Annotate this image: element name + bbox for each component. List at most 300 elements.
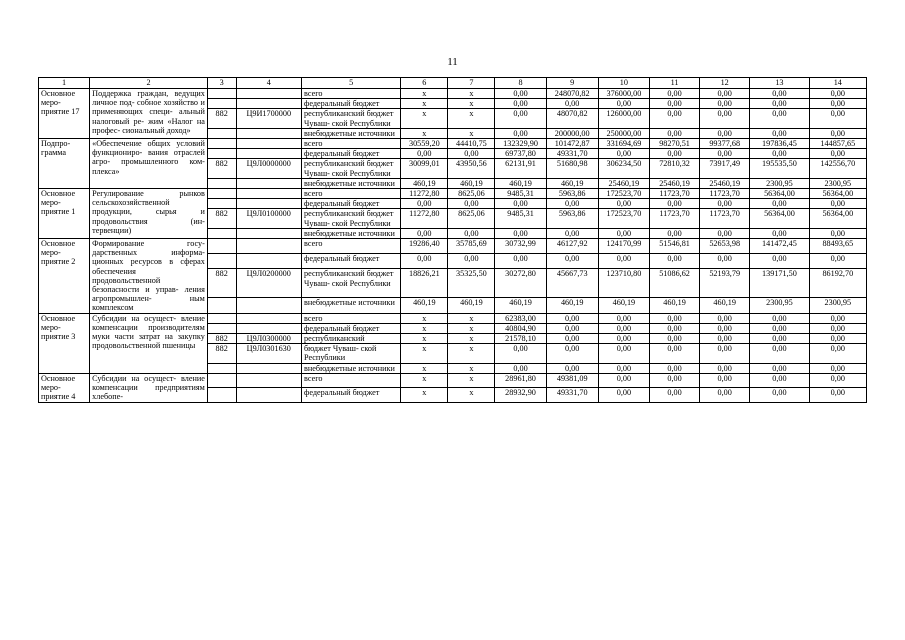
grbs-code bbox=[207, 388, 236, 402]
funding-source: республиканский бюджет Чуваш- ской Республики bbox=[302, 109, 401, 128]
funding-source: всего bbox=[302, 89, 401, 99]
grbs-code: 882 bbox=[207, 159, 236, 178]
amount-cell: 0,00 bbox=[750, 128, 809, 138]
amount-cell: 0,00 bbox=[598, 323, 649, 333]
amount-cell: 0,00 bbox=[809, 149, 866, 159]
amount-cell: 250000,00 bbox=[598, 128, 649, 138]
amount-cell: 21578,10 bbox=[495, 334, 546, 344]
column-number: 7 bbox=[448, 78, 495, 89]
amount-cell: 52653,98 bbox=[700, 239, 750, 254]
page-number: 11 bbox=[447, 56, 458, 68]
amount-cell: 25460,19 bbox=[649, 178, 699, 188]
amount-cell: 0,00 bbox=[649, 363, 699, 373]
amount-cell: 306234,50 bbox=[598, 159, 649, 178]
amount-cell: 132329,90 bbox=[495, 139, 546, 149]
amount-cell: 0,00 bbox=[809, 344, 866, 363]
amount-cell: 0,00 bbox=[495, 344, 546, 363]
amount-cell: 0,00 bbox=[750, 99, 809, 109]
amount-cell: 0,00 bbox=[598, 99, 649, 109]
amount-cell: 331694,69 bbox=[598, 139, 649, 149]
amount-cell: 460,19 bbox=[649, 298, 699, 313]
amount-cell: 30732,99 bbox=[495, 239, 546, 254]
amount-cell: 0,00 bbox=[750, 228, 809, 238]
grbs-code bbox=[207, 178, 236, 188]
amount-cell: x bbox=[448, 344, 495, 363]
budget-classification-code: Ц9Л0100000 bbox=[236, 209, 302, 228]
amount-cell: x bbox=[448, 363, 495, 373]
amount-cell: 49331,70 bbox=[546, 388, 598, 402]
amount-cell: 0,00 bbox=[809, 373, 866, 387]
amount-cell: 124170,99 bbox=[598, 239, 649, 254]
grbs-code bbox=[207, 99, 236, 109]
funding-source: федеральный бюджет bbox=[302, 323, 401, 333]
budget-classification-code bbox=[236, 139, 302, 149]
column-number: 3 bbox=[207, 78, 236, 89]
column-number: 9 bbox=[546, 78, 598, 89]
table-row bbox=[39, 189, 867, 199]
amount-cell: 2300,95 bbox=[750, 178, 809, 188]
amount-cell: 460,19 bbox=[448, 178, 495, 188]
amount-cell: 0,00 bbox=[750, 344, 809, 363]
amount-cell: 0,00 bbox=[598, 199, 649, 209]
amount-cell: x bbox=[448, 89, 495, 99]
budget-classification-code bbox=[236, 189, 302, 199]
amount-cell: 56364,00 bbox=[809, 209, 866, 228]
budget-classification-code: Ц9Л0301630 bbox=[236, 344, 302, 363]
grbs-code: 882 bbox=[207, 109, 236, 128]
amount-cell: 0,00 bbox=[649, 254, 699, 269]
budget-classification-code bbox=[236, 149, 302, 159]
amount-cell: 0,00 bbox=[700, 254, 750, 269]
amount-cell: 0,00 bbox=[495, 228, 546, 238]
funding-source: внебюджетные источники bbox=[302, 228, 401, 238]
amount-cell: 139171,50 bbox=[750, 269, 809, 298]
amount-cell: 0,00 bbox=[809, 89, 866, 99]
amount-cell: 62383,00 bbox=[495, 313, 546, 323]
funding-source: федеральный бюджет bbox=[302, 149, 401, 159]
amount-cell: 0,00 bbox=[546, 228, 598, 238]
amount-cell: 0,00 bbox=[598, 334, 649, 344]
grbs-code bbox=[207, 139, 236, 149]
amount-cell: 0,00 bbox=[598, 388, 649, 402]
amount-cell: 98270,51 bbox=[649, 139, 699, 149]
amount-cell: 0,00 bbox=[401, 199, 448, 209]
amount-cell: 30559,20 bbox=[401, 139, 448, 149]
grbs-code bbox=[207, 149, 236, 159]
amount-cell: 172523,70 bbox=[598, 209, 649, 228]
amount-cell: 0,00 bbox=[700, 199, 750, 209]
column-number: 11 bbox=[649, 78, 699, 89]
amount-cell: 0,00 bbox=[546, 313, 598, 323]
amount-cell: x bbox=[448, 109, 495, 128]
amount-cell: 123710,80 bbox=[598, 269, 649, 298]
table-row bbox=[39, 139, 867, 149]
table-row bbox=[39, 373, 867, 387]
amount-cell: 46127,92 bbox=[546, 239, 598, 254]
amount-cell: 460,19 bbox=[401, 178, 448, 188]
amount-cell: 0,00 bbox=[448, 228, 495, 238]
grbs-code bbox=[207, 298, 236, 313]
amount-cell: x bbox=[401, 334, 448, 344]
amount-cell: 30272,80 bbox=[495, 269, 546, 298]
budget-classification-code bbox=[236, 254, 302, 269]
amount-cell: 460,19 bbox=[546, 298, 598, 313]
amount-cell: 0,00 bbox=[809, 388, 866, 402]
funding-source: бюджет Чуваш- ской Республики bbox=[302, 344, 401, 363]
amount-cell: 35785,69 bbox=[448, 239, 495, 254]
amount-cell: 460,19 bbox=[495, 178, 546, 188]
grbs-code bbox=[207, 128, 236, 138]
amount-cell: 0,00 bbox=[649, 313, 699, 323]
amount-cell: 0,00 bbox=[495, 363, 546, 373]
amount-cell: 101472,87 bbox=[546, 139, 598, 149]
amount-cell: 51546,81 bbox=[649, 239, 699, 254]
funding-source: внебюджетные источники bbox=[302, 128, 401, 138]
amount-cell: 0,00 bbox=[750, 313, 809, 323]
amount-cell: 0,00 bbox=[649, 344, 699, 363]
program-title: Субсидии на осущест- вление компенсации предприятиям хлебопе- bbox=[90, 373, 208, 402]
funding-source: внебюджетные источники bbox=[302, 298, 401, 313]
amount-cell: x bbox=[448, 128, 495, 138]
amount-cell: 0,00 bbox=[495, 89, 546, 99]
amount-cell: 0,00 bbox=[495, 109, 546, 128]
amount-cell: 19286,40 bbox=[401, 239, 448, 254]
funding-source: всего bbox=[302, 189, 401, 199]
amount-cell: 9485,31 bbox=[495, 189, 546, 199]
amount-cell: 0,00 bbox=[598, 228, 649, 238]
amount-cell: 0,00 bbox=[598, 149, 649, 159]
amount-cell: x bbox=[401, 373, 448, 387]
amount-cell: 200000,00 bbox=[546, 128, 598, 138]
amount-cell: 0,00 bbox=[546, 363, 598, 373]
program-title: Регулирование рынков сельскохозяйственной продукции, сырья и продовольствия (ин- тервенции) bbox=[90, 189, 208, 239]
amount-cell: 18826,21 bbox=[401, 269, 448, 298]
amount-cell: 8625,06 bbox=[448, 209, 495, 228]
grbs-code bbox=[207, 228, 236, 238]
amount-cell: 99377,68 bbox=[700, 139, 750, 149]
funding-source: внебюджетные источники bbox=[302, 363, 401, 373]
amount-cell: 9485,31 bbox=[495, 209, 546, 228]
amount-cell: 56364,00 bbox=[750, 189, 809, 199]
column-number: 10 bbox=[598, 78, 649, 89]
amount-cell: 0,00 bbox=[750, 363, 809, 373]
program-title: «Обеспечение общих условий функциониро- вания отраслей агро- промышленного ком- плекса» bbox=[90, 139, 208, 189]
amount-cell: x bbox=[401, 363, 448, 373]
amount-cell: 11723,70 bbox=[649, 189, 699, 199]
grbs-code bbox=[207, 254, 236, 269]
amount-cell: 0,00 bbox=[750, 373, 809, 387]
grbs-code bbox=[207, 313, 236, 323]
amount-cell: 0,00 bbox=[448, 254, 495, 269]
budget-classification-code bbox=[236, 199, 302, 209]
amount-cell: 0,00 bbox=[649, 149, 699, 159]
amount-cell: 0,00 bbox=[809, 109, 866, 128]
amount-cell: 0,00 bbox=[750, 323, 809, 333]
amount-cell: 86192,70 bbox=[809, 269, 866, 298]
amount-cell: 62131,91 bbox=[495, 159, 546, 178]
program-kind: Основное меро- приятие 17 bbox=[39, 89, 90, 139]
amount-cell: 28932,90 bbox=[495, 388, 546, 402]
amount-cell: 0,00 bbox=[809, 323, 866, 333]
amount-cell: 460,19 bbox=[546, 178, 598, 188]
column-number: 2 bbox=[90, 78, 208, 89]
budget-classification-code: Ц9И1700000 bbox=[236, 109, 302, 128]
column-number: 5 bbox=[302, 78, 401, 89]
amount-cell: 0,00 bbox=[700, 344, 750, 363]
amount-cell: 48070,82 bbox=[546, 109, 598, 128]
amount-cell: 460,19 bbox=[448, 298, 495, 313]
amount-cell: 0,00 bbox=[495, 199, 546, 209]
table-row bbox=[39, 89, 867, 99]
budget-classification-code bbox=[236, 373, 302, 387]
grbs-code: 882 bbox=[207, 269, 236, 298]
funding-source: республиканский бюджет Чуваш- ской Республики bbox=[302, 209, 401, 228]
amount-cell: 69737,80 bbox=[495, 149, 546, 159]
amount-cell: 144857,65 bbox=[809, 139, 866, 149]
amount-cell: 35325,50 bbox=[448, 269, 495, 298]
budget-classification-code bbox=[236, 323, 302, 333]
table-row bbox=[39, 239, 867, 254]
amount-cell: 0,00 bbox=[809, 199, 866, 209]
budget-classification-code: Ц9Л0000000 bbox=[236, 159, 302, 178]
grbs-code: 882 bbox=[207, 334, 236, 344]
amount-cell: 0,00 bbox=[598, 254, 649, 269]
amount-cell: x bbox=[401, 109, 448, 128]
amount-cell: 45667,73 bbox=[546, 269, 598, 298]
amount-cell: 0,00 bbox=[401, 149, 448, 159]
program-kind: Основное меро- приятие 2 bbox=[39, 239, 90, 314]
program-title: Субсидии на осущест- вление компенсации производителям муки части затрат на закупку продовольственной пшеницы bbox=[90, 313, 208, 373]
grbs-code bbox=[207, 239, 236, 254]
amount-cell: 0,00 bbox=[809, 254, 866, 269]
amount-cell: 126000,00 bbox=[598, 109, 649, 128]
amount-cell: 11723,70 bbox=[700, 189, 750, 199]
grbs-code bbox=[207, 363, 236, 373]
amount-cell: x bbox=[448, 323, 495, 333]
amount-cell: 0,00 bbox=[401, 254, 448, 269]
amount-cell: x bbox=[401, 99, 448, 109]
grbs-code bbox=[207, 199, 236, 209]
amount-cell: 11723,70 bbox=[649, 209, 699, 228]
budget-classification-code bbox=[236, 99, 302, 109]
amount-cell: x bbox=[401, 128, 448, 138]
budget-classification-code bbox=[236, 178, 302, 188]
amount-cell: 0,00 bbox=[750, 388, 809, 402]
amount-cell: 11272,80 bbox=[401, 209, 448, 228]
amount-cell: 248070,82 bbox=[546, 89, 598, 99]
column-number: 12 bbox=[700, 78, 750, 89]
funding-source: республиканский bbox=[302, 334, 401, 344]
amount-cell: 197836,45 bbox=[750, 139, 809, 149]
amount-cell: 0,00 bbox=[448, 199, 495, 209]
amount-cell: 0,00 bbox=[649, 109, 699, 128]
amount-cell: 0,00 bbox=[598, 363, 649, 373]
amount-cell: 51680,98 bbox=[546, 159, 598, 178]
amount-cell: 0,00 bbox=[546, 344, 598, 363]
amount-cell: x bbox=[448, 388, 495, 402]
column-number-row bbox=[39, 78, 867, 89]
funding-source: федеральный бюджет bbox=[302, 254, 401, 269]
amount-cell: 72810,32 bbox=[649, 159, 699, 178]
amount-cell: 0,00 bbox=[809, 228, 866, 238]
program-kind: Основное меро- приятие 4 bbox=[39, 373, 90, 402]
amount-cell: x bbox=[401, 313, 448, 323]
amount-cell: 0,00 bbox=[546, 99, 598, 109]
funding-source: всего bbox=[302, 139, 401, 149]
amount-cell: 0,00 bbox=[401, 228, 448, 238]
amount-cell: 88493,65 bbox=[809, 239, 866, 254]
amount-cell: 0,00 bbox=[809, 128, 866, 138]
amount-cell: 0,00 bbox=[750, 109, 809, 128]
amount-cell: 142556,70 bbox=[809, 159, 866, 178]
program-kind: Основное меро- приятие 3 bbox=[39, 313, 90, 373]
amount-cell: 56364,00 bbox=[809, 189, 866, 199]
amount-cell: 0,00 bbox=[598, 373, 649, 387]
funding-source: федеральный бюджет bbox=[302, 99, 401, 109]
amount-cell: x bbox=[401, 323, 448, 333]
program-title: Поддержка граждан, ведущих личное под- собное хозяйство и применяющих специ- альный налоговый ре- жим «Налог на профес- сиональный доход» bbox=[90, 89, 208, 139]
amount-cell: 0,00 bbox=[649, 323, 699, 333]
budget-classification-code bbox=[236, 388, 302, 402]
amount-cell: 0,00 bbox=[598, 313, 649, 323]
amount-cell: 5963,86 bbox=[546, 189, 598, 199]
funding-source: всего bbox=[302, 313, 401, 323]
grbs-code: 882 bbox=[207, 209, 236, 228]
grbs-code: 882 bbox=[207, 344, 236, 363]
amount-cell: 0,00 bbox=[700, 128, 750, 138]
table-row bbox=[39, 313, 867, 323]
amount-cell: 0,00 bbox=[809, 363, 866, 373]
funding-source: всего bbox=[302, 373, 401, 387]
amount-cell: 44410,75 bbox=[448, 139, 495, 149]
column-number: 13 bbox=[750, 78, 809, 89]
amount-cell: 2300,95 bbox=[750, 298, 809, 313]
amount-cell: 30099,01 bbox=[401, 159, 448, 178]
budget-classification-code: Ц9Л0300000 bbox=[236, 334, 302, 344]
budget-classification-code bbox=[236, 228, 302, 238]
budget-classification-code bbox=[236, 313, 302, 323]
amount-cell: 0,00 bbox=[546, 323, 598, 333]
grbs-code bbox=[207, 189, 236, 199]
column-number: 8 bbox=[495, 78, 546, 89]
budget-classification-code bbox=[236, 363, 302, 373]
amount-cell: 43950,56 bbox=[448, 159, 495, 178]
program-kind: Подпро- грамма bbox=[39, 139, 90, 189]
amount-cell: 0,00 bbox=[700, 228, 750, 238]
amount-cell: 0,00 bbox=[750, 254, 809, 269]
amount-cell: 0,00 bbox=[495, 99, 546, 109]
program-kind: Основное меро- приятие 1 bbox=[39, 189, 90, 239]
grbs-code bbox=[207, 89, 236, 99]
amount-cell: 460,19 bbox=[700, 298, 750, 313]
amount-cell: 2300,95 bbox=[809, 298, 866, 313]
amount-cell: 0,00 bbox=[700, 373, 750, 387]
program-title: Формирование госу- дарственных информа- ционных ресурсов в сферах обеспечения продовольственной безопасности и управ- ления агропромышлен- ным комплексом bbox=[90, 239, 208, 314]
amount-cell: 0,00 bbox=[700, 363, 750, 373]
amount-cell: 0,00 bbox=[700, 334, 750, 344]
amount-cell: 0,00 bbox=[649, 199, 699, 209]
amount-cell: 0,00 bbox=[546, 334, 598, 344]
amount-cell: 0,00 bbox=[448, 149, 495, 159]
amount-cell: 0,00 bbox=[649, 128, 699, 138]
amount-cell: x bbox=[448, 313, 495, 323]
amount-cell: 49381,09 bbox=[546, 373, 598, 387]
amount-cell: 73917,49 bbox=[700, 159, 750, 178]
amount-cell: 460,19 bbox=[401, 298, 448, 313]
amount-cell: 2300,95 bbox=[809, 178, 866, 188]
amount-cell: 0,00 bbox=[649, 99, 699, 109]
amount-cell: 51086,62 bbox=[649, 269, 699, 298]
amount-cell: 0,00 bbox=[750, 334, 809, 344]
amount-cell: x bbox=[401, 388, 448, 402]
amount-cell: x bbox=[448, 99, 495, 109]
amount-cell: 11272,80 bbox=[401, 189, 448, 199]
amount-cell: 172523,70 bbox=[598, 189, 649, 199]
amount-cell: 0,00 bbox=[598, 344, 649, 363]
budget-classification-code: Ц9Л0200000 bbox=[236, 269, 302, 298]
amount-cell: 0,00 bbox=[700, 313, 750, 323]
amount-cell: 0,00 bbox=[700, 99, 750, 109]
column-number: 6 bbox=[401, 78, 448, 89]
funding-source: республиканский бюджет Чуваш- ской Республики bbox=[302, 269, 401, 298]
amount-cell: x bbox=[401, 89, 448, 99]
amount-cell: 0,00 bbox=[700, 109, 750, 128]
grbs-code bbox=[207, 373, 236, 387]
amount-cell: x bbox=[448, 334, 495, 344]
amount-cell: 0,00 bbox=[649, 228, 699, 238]
amount-cell: 0,00 bbox=[750, 89, 809, 99]
amount-cell: 0,00 bbox=[809, 99, 866, 109]
amount-cell: 0,00 bbox=[700, 149, 750, 159]
funding-source: республиканский бюджет Чуваш- ской Республики bbox=[302, 159, 401, 178]
column-number: 4 bbox=[236, 78, 302, 89]
amount-cell: x bbox=[448, 373, 495, 387]
amount-cell: 460,19 bbox=[598, 298, 649, 313]
amount-cell: 52193,79 bbox=[700, 269, 750, 298]
amount-cell: 49331,70 bbox=[546, 149, 598, 159]
amount-cell: 0,00 bbox=[809, 334, 866, 344]
amount-cell: 0,00 bbox=[750, 199, 809, 209]
amount-cell: 195535,50 bbox=[750, 159, 809, 178]
funding-source: федеральный бюджет bbox=[302, 199, 401, 209]
amount-cell: 25460,19 bbox=[598, 178, 649, 188]
amount-cell: 25460,19 bbox=[700, 178, 750, 188]
amount-cell: 0,00 bbox=[495, 128, 546, 138]
amount-cell: 0,00 bbox=[649, 373, 699, 387]
amount-cell: 0,00 bbox=[700, 323, 750, 333]
amount-cell: 0,00 bbox=[546, 199, 598, 209]
amount-cell: 0,00 bbox=[649, 334, 699, 344]
budget-classification-code bbox=[236, 239, 302, 254]
funding-source: всего bbox=[302, 239, 401, 254]
amount-cell: 8625,06 bbox=[448, 189, 495, 199]
funding-source: внебюджетные источники bbox=[302, 178, 401, 188]
budget-classification-code bbox=[236, 89, 302, 99]
amount-cell: 0,00 bbox=[809, 313, 866, 323]
amount-cell: 56364,00 bbox=[750, 209, 809, 228]
amount-cell: 40804,90 bbox=[495, 323, 546, 333]
amount-cell: 0,00 bbox=[546, 254, 598, 269]
amount-cell: 0,00 bbox=[649, 388, 699, 402]
amount-cell: 376000,00 bbox=[598, 89, 649, 99]
budget-classification-code bbox=[236, 298, 302, 313]
amount-cell: 5963,86 bbox=[546, 209, 598, 228]
funding-source: федеральный бюджет bbox=[302, 388, 401, 402]
amount-cell: 0,00 bbox=[750, 149, 809, 159]
amount-cell: 460,19 bbox=[495, 298, 546, 313]
amount-cell: 0,00 bbox=[649, 89, 699, 99]
amount-cell: 0,00 bbox=[495, 254, 546, 269]
